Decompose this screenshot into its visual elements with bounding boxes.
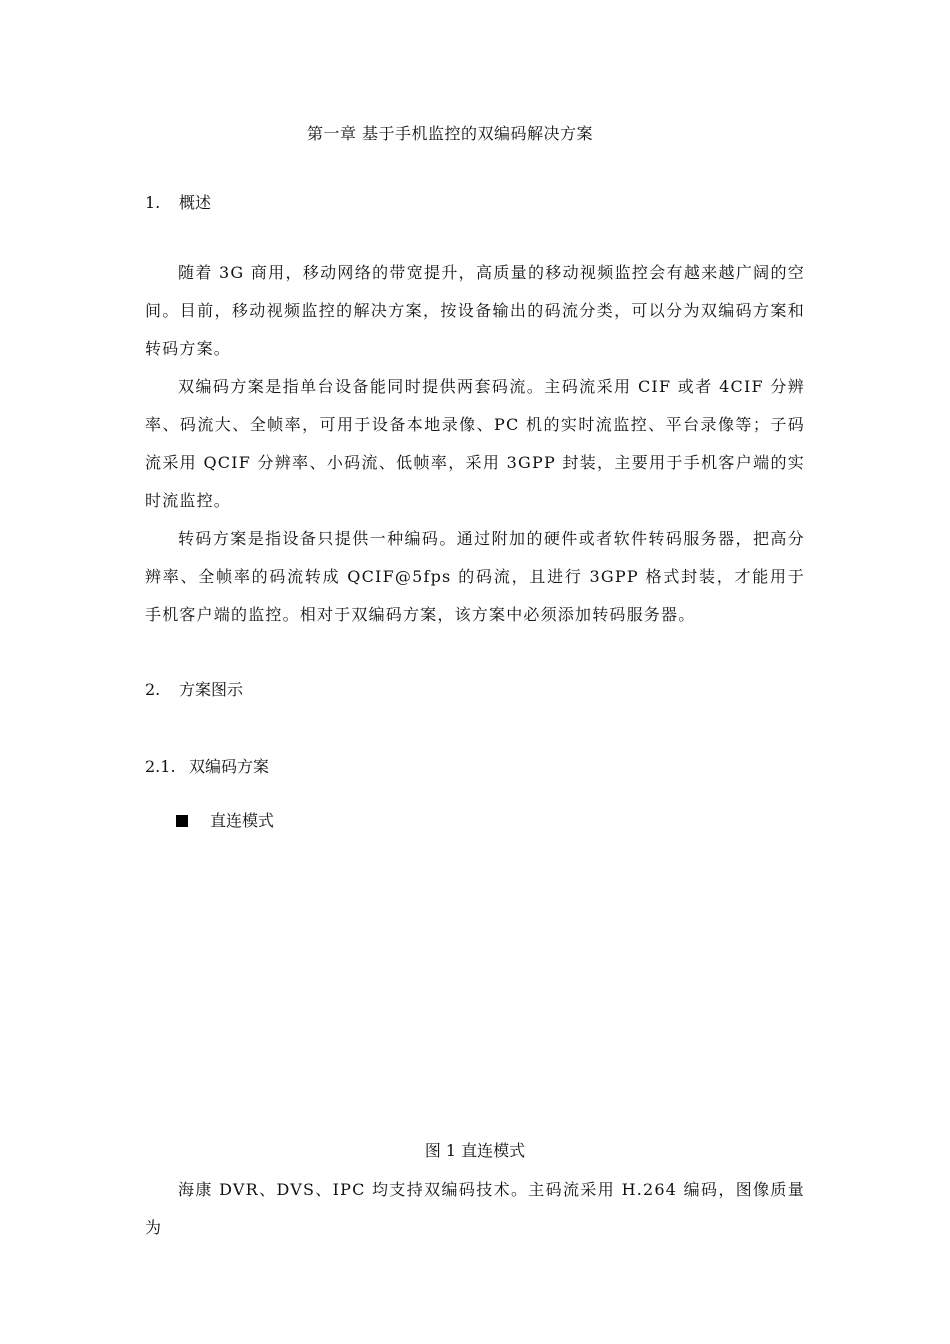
section-2-1-heading: [145, 754, 269, 777]
black-square-icon: [176, 815, 188, 827]
figure-caption: 图 1 直连模式: [424, 1141, 526, 1160]
section-2-1-number: 2.1.: [145, 757, 176, 776]
section-2-number: 2.: [145, 680, 161, 699]
section-2-title: 方案图示: [179, 680, 244, 699]
section-1-title: 概述: [179, 193, 212, 212]
paragraph-closing: 海康 DVR、DVS、IPC 均支持双编码技术。主码流采用 H.264 编码，图像质量为: [145, 1180, 805, 1237]
section-2-heading: [145, 677, 243, 700]
paragraph-overview-3: 转码方案是指设备只提供一种编码。通过附加的硬件或者软件转码服务器，把高分辨率、全帧率的码流转成 QCIF@5fps 的码流，且进行 3GPP 格式封装，才能用于手机客户端的监控。相对于双编码方案，该方案中必须添加转码服务器。: [145, 529, 805, 624]
section-2-1-title: 双编码方案: [189, 757, 270, 776]
bullet-label: 直连模式: [210, 811, 275, 830]
section-1-number: 1.: [145, 193, 161, 212]
chapter-title: 第一章 基于手机监控的双编码解决方案: [306, 124, 594, 143]
section-1-heading: [145, 190, 211, 213]
figure-placeholder: [145, 850, 805, 1120]
bullet-direct-mode: [176, 808, 274, 831]
paragraph-overview-2: 双编码方案是指单台设备能同时提供两套码流。主码流采用 CIF 或者 4CIF 分辨率、码流大、全帧率，可用于设备本地录像、PC 机的实时流监控、平台录像等；子码流采用 QCIF 分辨率、小码流、低帧率，采用 3GPP 封装，主要用于手机客户端的实时流监控。: [145, 377, 805, 510]
paragraph-overview-1: 随着 3G 商用，移动网络的带宽提升，高质量的移动视频监控会有越来越广阔的空间。目前，移动视频监控的解决方案，按设备输出的码流分类，可以分为双编码方案和转码方案。: [145, 263, 805, 358]
